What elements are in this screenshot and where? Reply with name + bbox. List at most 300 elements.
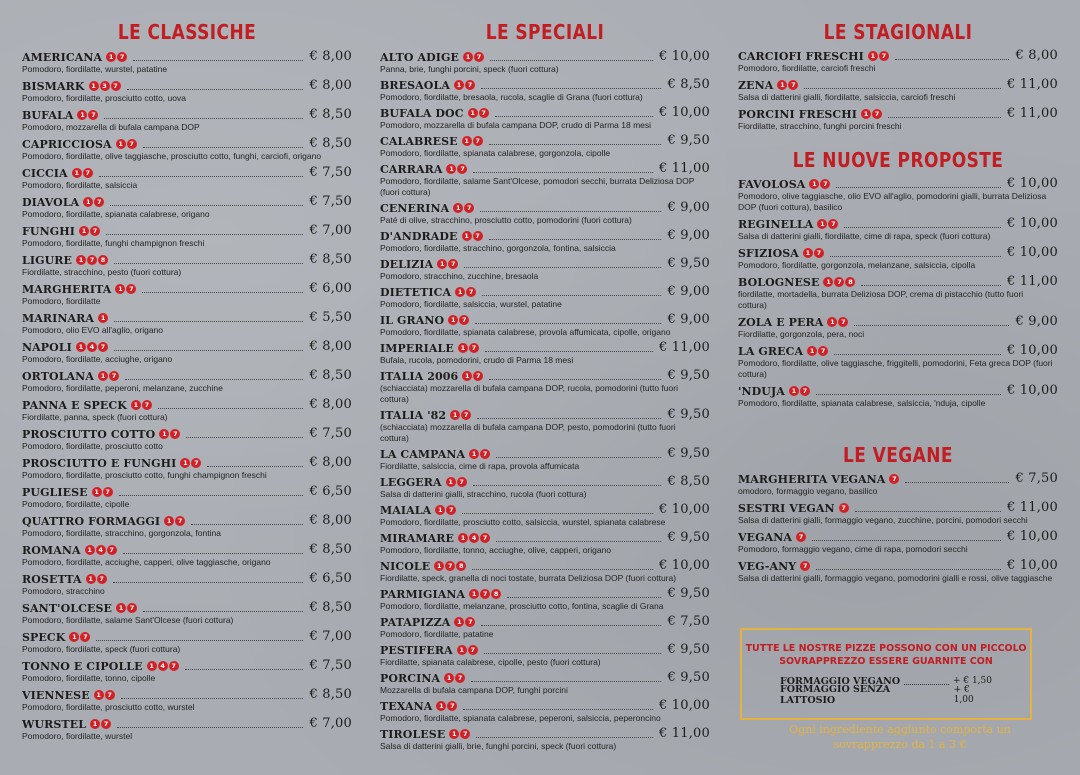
pizza-name: PESTIFERA — [380, 643, 453, 657]
pizza-description: Pomodoro, fiordilatte, prosciutto cotto — [22, 441, 163, 451]
pizza-name: NAPOLI — [22, 340, 72, 354]
allergen-badge: 1 — [450, 410, 460, 420]
menu-item — [22, 311, 352, 336]
pizza-price: € 8,50 — [309, 687, 352, 702]
allergen-badge: 1 — [789, 386, 799, 396]
allergen-badge: 1 — [444, 673, 454, 683]
pizza-name: CARRARA — [380, 162, 443, 176]
pizza-name: DIAVOLA — [22, 195, 80, 209]
allergen-badges — [435, 505, 456, 515]
allergen-badge: 1 — [448, 315, 458, 325]
allergen-badge: 7 — [127, 139, 137, 149]
pizza-description: Pomodoro, fiordilatte, prosciutto cotto, uova — [22, 93, 186, 103]
allergen-badges — [98, 313, 108, 323]
section-title: LE STAGIONALI — [823, 20, 973, 44]
allergen-badge: 7 — [839, 503, 849, 513]
pizza-price: € 7,00 — [309, 223, 352, 238]
allergen-badge: 1 — [458, 343, 468, 353]
allergen-badge: 1 — [437, 259, 447, 269]
menu-item-header — [380, 475, 710, 489]
allergen-badge: 1 — [436, 701, 446, 711]
menu-item — [22, 456, 352, 481]
allergen-badges — [72, 168, 93, 178]
pizza-description: Pomodoro, stracchino, zucchine, bresaola — [380, 271, 539, 281]
menu-item — [380, 257, 710, 282]
pizza-price: € 7,50 — [667, 614, 710, 629]
pizza-description: Pomodoro, fiordilatte, stracchino, gorgonzola, fontina — [22, 528, 221, 538]
menu-item — [380, 643, 710, 668]
menu-item-header — [380, 201, 710, 215]
footer-note: Ogni ingrediente aggiunto comporta un sovrapprezzo da 1 a 3 € — [789, 723, 1011, 751]
allergen-badge: 4 — [469, 533, 479, 543]
menu-item — [738, 559, 1058, 584]
allergen-badge: 8 — [456, 561, 466, 571]
menu-item-header — [738, 177, 1058, 191]
pizza-name: TIROLESE — [380, 727, 446, 741]
menu-item-header — [738, 472, 1058, 486]
allergen-badge: 7 — [175, 516, 185, 526]
menu-item-header — [380, 106, 710, 120]
allergen-badge: 7 — [191, 458, 201, 468]
pizza-description: Pomodoro, fiordilatte, prosciutto cotto, funghi champignon freschi — [22, 470, 267, 480]
pizza-price: € 11,00 — [1006, 274, 1058, 289]
pizza-description: Pomodoro, fiordilatte, patatine — [380, 629, 494, 639]
dot-leader — [489, 232, 662, 240]
allergen-badge: 7 — [814, 248, 824, 258]
dot-leader — [476, 730, 653, 738]
dot-leader — [462, 506, 653, 514]
pizza-name: ROMANA — [22, 543, 81, 557]
pizza-description: Pomodoro, olive taggiasche, olio EVO all'aglio, pomodorini gialli, burrata Deliziosa DOP (fuori cottura), basilico — [738, 191, 1047, 212]
dot-leader — [905, 475, 1009, 483]
dot-leader — [113, 575, 304, 583]
pizza-name: PORCINI FRESCHI — [738, 107, 857, 121]
menu-item-header — [380, 369, 710, 383]
pizza-description: Pomodoro, fiordilatte, tonno, acciughe, olive, capperi, origano — [380, 545, 612, 555]
allergen-badge: 1 — [83, 197, 93, 207]
allergen-badge: 7 — [473, 371, 483, 381]
pizza-name: TONNO E CIPOLLE — [22, 659, 143, 673]
allergen-badges — [131, 400, 152, 410]
allergen-badge: 7 — [473, 231, 483, 241]
menu-item-header — [22, 572, 352, 586]
allergen-badge: 7 — [105, 690, 115, 700]
menu-item — [738, 275, 1058, 311]
pizza-description: Salsa di datterini gialli, brie, funghi porcini, speck (fuori cottura) — [380, 741, 617, 751]
allergen-badges — [454, 80, 475, 90]
allergen-badge: 1 — [435, 505, 445, 515]
pizza-price: € 8,50 — [309, 136, 352, 151]
pizza-description: (schiacciata) mozzarella di bufala campana DOP, pesto, pomodorini (tutto fuori cottura) — [380, 422, 676, 443]
allergen-badges — [823, 277, 855, 287]
pizza-description: Pomodoro, mozzarella di bufala campana DOP — [22, 122, 200, 132]
allergen-badge: 4 — [87, 342, 97, 352]
allergen-badges — [69, 632, 90, 642]
allergen-badge: 7 — [480, 449, 490, 459]
menu-item — [738, 315, 1058, 340]
allergen-badge: 8 — [98, 255, 108, 265]
menu-item — [738, 384, 1058, 409]
menu-item — [22, 166, 352, 191]
allergen-badge: 7 — [820, 179, 830, 189]
allergen-badge: 7 — [474, 52, 484, 62]
allergen-badge: 7 — [83, 168, 93, 178]
pizza-description: Pomodoro, mozzarella di bufala campana DOP, crudo di Parma 18 mesi — [380, 120, 652, 130]
pizza-price: € 11,00 — [658, 161, 710, 176]
dot-leader — [888, 110, 1001, 118]
pizza-name: FAVOLOSA — [738, 177, 806, 191]
allergen-badge: 7 — [142, 400, 152, 410]
pizza-description: Fiordilatte, spianata calabrese, cipolle, pesto (fuori cottura) — [380, 657, 601, 667]
menu-item — [380, 531, 710, 556]
pizza-price: € 10,00 — [658, 502, 710, 517]
allergen-badge: 1 — [77, 110, 87, 120]
allergen-badges — [796, 532, 806, 542]
menu-item — [380, 201, 710, 226]
extra-label: FORMAGGIO SENZA LATTOSIO — [780, 684, 891, 706]
menu-item — [738, 246, 1058, 271]
allergen-badges — [444, 673, 465, 683]
allergen-badge: 7 — [466, 287, 476, 297]
dot-leader — [133, 53, 303, 61]
menu-item — [22, 485, 352, 510]
allergen-badges — [98, 371, 119, 381]
allergen-badge: 7 — [838, 317, 848, 327]
allergen-badges — [76, 255, 108, 265]
pizza-price: € 11,00 — [1006, 77, 1058, 92]
dot-leader — [114, 314, 303, 322]
allergen-badge: 7 — [170, 429, 180, 439]
pizza-name: MARINARA — [22, 311, 95, 325]
allergen-badge: 1 — [809, 179, 819, 189]
dot-leader — [125, 372, 303, 380]
menu-section — [738, 20, 1058, 136]
allergen-badges — [454, 617, 475, 627]
allergen-badge: 8 — [845, 277, 855, 287]
extras-note-title: TUTTE LE NOSTRE PIZZE POSSONO CON UN PICCOLO SOVRAPPREZZO ESSERE GUARNITE CON — [745, 643, 1027, 667]
allergen-badges — [446, 477, 467, 487]
menu-item — [380, 699, 710, 724]
pizza-price: € 8,00 — [309, 78, 352, 93]
menu-item-header — [380, 587, 710, 601]
menu-item-header — [380, 727, 710, 741]
pizza-description: Mozzarella di bufala campana DOP, funghi porcini — [380, 685, 568, 695]
pizza-description: Pomodoro, fiordilatte, acciughe, capperi, olive taggiasche, origano — [22, 557, 271, 567]
allergen-badge: 1 — [131, 400, 141, 410]
dot-leader — [142, 285, 303, 293]
dot-leader — [471, 674, 661, 682]
allergen-badge: 1 — [116, 603, 126, 613]
menu-item-header — [380, 229, 710, 243]
pizza-price: € 9,50 — [667, 530, 710, 545]
allergen-badge: 7 — [448, 259, 458, 269]
allergen-badge: 1 — [106, 52, 116, 62]
pizza-name: MAIALA — [380, 503, 432, 517]
dot-leader — [481, 81, 661, 89]
allergen-badges — [164, 516, 185, 526]
allergen-badges — [463, 52, 484, 62]
pizza-name: BUFALA DOC — [380, 106, 464, 120]
pizza-name: PATAPIZZA — [380, 615, 451, 629]
menu-item — [380, 559, 710, 584]
menu-item-header — [738, 107, 1058, 121]
allergen-badge: 7 — [107, 545, 117, 555]
pizza-description: Paté di olive, stracchino, prosciutto cotto, pomodorini (fuori cottura) — [380, 215, 632, 225]
pizza-price: € 8,50 — [309, 107, 352, 122]
pizza-name: SFIZIOSA — [738, 246, 799, 260]
allergen-badge: 1 — [147, 661, 157, 671]
allergen-badge: 7 — [87, 255, 97, 265]
pizza-price: € 7,00 — [309, 629, 352, 644]
dot-leader — [186, 430, 303, 438]
allergen-badge: 1 — [454, 80, 464, 90]
pizza-price: € 10,00 — [658, 105, 710, 120]
pizza-description: Pomodoro, fiordilatte, tonno, cipolle — [22, 673, 156, 683]
pizza-description: Salsa di datterini gialli, stracchino, rucola (fuori cottura) — [380, 489, 587, 499]
pizza-name: MIRAMARE — [380, 531, 455, 545]
allergen-badge: 7 — [834, 277, 844, 287]
allergen-badge: 1 — [69, 632, 79, 642]
dot-leader — [495, 109, 653, 117]
pizza-price: € 8,00 — [1015, 48, 1058, 63]
dot-leader — [143, 140, 304, 148]
menu-item-header — [22, 108, 352, 122]
pizza-description: Pomodoro, formaggio vegano, cime di rapa, pomodori secchi — [738, 544, 968, 554]
pizza-description: Fiordilatte, speck, granella di noci tostate, burrata Deliziosa DOP (fuori cottura) — [380, 573, 677, 583]
menu-item — [22, 543, 352, 568]
allergen-badge: 7 — [800, 386, 810, 396]
menu-item — [738, 107, 1058, 132]
pizza-name: BRESAOLA — [380, 78, 450, 92]
pizza-price: € 9,50 — [667, 670, 710, 685]
pizza-description: Pomodoro, fiordilatte, olive taggiasche, friggitelli, pomodorini, Feta greca DOP (fuori cottura) — [738, 358, 1053, 379]
pizza-price: € 8,00 — [309, 513, 352, 528]
pizza-name: D'ANDRADE — [380, 229, 458, 243]
allergen-badge: 1 — [861, 109, 871, 119]
dot-leader — [464, 260, 661, 268]
pizza-price: € 7,50 — [309, 426, 352, 441]
pizza-price: € 10,00 — [1006, 529, 1058, 544]
menu-item-header — [738, 49, 1058, 63]
pizza-description: Pomodoro, fiordilatte — [22, 296, 101, 306]
pizza-description: Pomodoro, fiordilatte, gorgonzola, melanzane, salsiccia, cipolla — [738, 260, 976, 270]
pizza-name: BOLOGNESE — [738, 275, 820, 289]
menu-section — [738, 148, 1058, 413]
allergen-badge: 7 — [788, 80, 798, 90]
dot-leader — [496, 450, 661, 458]
dot-leader — [119, 488, 304, 496]
pizza-name: ORTOLANA — [22, 369, 94, 383]
pizza-description: Pomodoro, fiordilatte, salame Sant'Olcese, pomodori secchi, burrata Deliziosa DOP (fuori cottura) — [380, 176, 695, 197]
pizza-price: € 9,00 — [667, 228, 710, 243]
pizza-description: Pomodoro, fiordilatte, salsiccia — [22, 180, 138, 190]
dot-leader — [121, 691, 304, 699]
pizza-name: LA GRECA — [738, 344, 804, 358]
pizza-name: BUFALA — [22, 108, 74, 122]
allergen-badge: 1 — [462, 371, 472, 381]
menu-item-header — [738, 217, 1058, 231]
pizza-description: Pomodoro, fiordilatte, bresaola, rucola, scaglie di Grana (fuori cottura) — [380, 92, 643, 102]
menu-item-header — [738, 315, 1058, 329]
allergen-badge: 1 — [72, 168, 82, 178]
pizza-price: € 8,50 — [309, 600, 352, 615]
allergen-badge: 7 — [109, 371, 119, 381]
pizza-price: € 8,50 — [309, 542, 352, 557]
allergen-badge: 7 — [97, 574, 107, 584]
allergen-badge: 1 — [434, 561, 444, 571]
allergen-badge: 1 — [462, 136, 472, 146]
dot-leader — [106, 227, 303, 235]
extra-price: + € 1,50 — [952, 676, 992, 686]
dot-leader — [485, 344, 653, 352]
allergen-badge: 1 — [164, 516, 174, 526]
allergen-badges — [458, 533, 490, 543]
allergen-badges — [116, 139, 137, 149]
pizza-price: € 7,00 — [309, 716, 352, 731]
menu-item — [380, 106, 710, 131]
allergen-badge: 1 — [94, 690, 104, 700]
menu-item — [738, 344, 1058, 380]
pizza-name: ITALIA '82 — [380, 408, 447, 422]
allergen-badges — [448, 315, 469, 325]
menu-item — [380, 134, 710, 159]
pizza-description: Pomodoro, fiordilatte, acciughe, origano — [22, 354, 173, 364]
menu-item-header — [22, 427, 352, 441]
menu-item-header — [22, 50, 352, 64]
pizza-price: € 10,00 — [658, 698, 710, 713]
allergen-badges — [453, 203, 474, 213]
allergen-badge: 1 — [453, 203, 463, 213]
allergen-badge: 7 — [446, 505, 456, 515]
allergen-badge: 7 — [872, 109, 882, 119]
pizza-price: € 9,50 — [667, 407, 710, 422]
menu-item-header — [738, 78, 1058, 92]
allergen-badge: 7 — [80, 632, 90, 642]
pizza-description: (schiacciata) mozzarella di bufala campana DOP, rucola, pomodorini (tutto fuori cottura) — [380, 383, 678, 404]
menu-item — [738, 530, 1058, 555]
menu-item-header — [22, 224, 352, 238]
allergen-badge: 7 — [127, 603, 137, 613]
menu-item-header — [380, 531, 710, 545]
menu-item — [22, 224, 352, 249]
dot-leader — [96, 633, 303, 641]
menu-item-header — [380, 162, 710, 176]
menu-item — [22, 79, 352, 104]
dot-leader — [123, 546, 304, 554]
pizza-name: IMPERIALE — [380, 341, 454, 355]
allergen-badges — [800, 561, 810, 571]
pizza-price: € 9,00 — [667, 284, 710, 299]
allergen-badge: 7 — [461, 410, 471, 420]
section-title: LE CLASSICHE — [117, 20, 257, 44]
pizza-description: Fiordilatte, stracchino, funghi porcini freschi — [738, 121, 902, 131]
allergen-badges — [839, 503, 849, 513]
menu-item-header — [380, 408, 710, 422]
pizza-description: Pomodoro, stracchino — [22, 586, 105, 596]
pizza-description: Pomodoro, fiordilatte, speck (fuori cottura) — [22, 644, 181, 654]
menu-item — [738, 177, 1058, 213]
allergen-badges — [469, 449, 490, 459]
menu-item-header — [380, 313, 710, 327]
allergen-badge: 7 — [469, 343, 479, 353]
pizza-name: SPECK — [22, 630, 66, 644]
allergen-badges — [446, 164, 467, 174]
pizza-price: € 9,50 — [667, 368, 710, 383]
menu-item-header — [22, 659, 352, 673]
pizza-description: Fiordilatte, gorgonzola, pera, noci — [738, 329, 865, 339]
allergen-badges — [94, 690, 115, 700]
menu-item-header — [738, 530, 1058, 544]
pizza-name: CENERINA — [380, 201, 450, 215]
allergen-badge: 1 — [98, 371, 108, 381]
menu-item-header — [380, 78, 710, 92]
pizza-price: € 11,00 — [1006, 106, 1058, 121]
pizza-name: WURSTEL — [22, 717, 87, 731]
pizza-name: CARCIOFI FRESCHI — [738, 49, 864, 63]
allergen-badge: 7 — [169, 661, 179, 671]
pizza-description: Pomodoro, fiordilatte, melanzane, prosciutto cotto, fontina, scaglie di Grana — [380, 601, 664, 611]
allergen-badges — [449, 729, 470, 739]
allergen-badge: 1 — [463, 52, 473, 62]
pizza-name: REGINELLA — [738, 217, 814, 231]
allergen-badges — [86, 574, 107, 584]
pizza-description: Salsa di datterini gialli, fiordilatte, salsiccia, carciofi freschi — [738, 92, 956, 102]
pizza-price: € 10,00 — [1006, 558, 1058, 573]
dot-leader — [475, 316, 661, 324]
pizza-name: DELIZIA — [380, 257, 434, 271]
pizza-price: € 9,00 — [667, 200, 710, 215]
allergen-badges — [803, 248, 824, 258]
dot-leader — [482, 288, 661, 296]
pizza-name: ROSETTA — [22, 572, 82, 586]
pizza-price: € 7,50 — [309, 194, 352, 209]
allergen-badge: 7 — [464, 203, 474, 213]
menu-item-header — [380, 559, 710, 573]
allergen-badge: 1 — [79, 226, 89, 236]
allergen-badges — [462, 371, 483, 381]
allergen-badge: 1 — [89, 81, 99, 91]
menu-item — [738, 501, 1058, 526]
menu-item-header — [380, 341, 710, 355]
pizza-price: € 6,00 — [309, 281, 352, 296]
menu-item — [22, 514, 352, 539]
pizza-description: fiordilatte, mortadella, burrata Deliziosa DOP, crema di pistacchio (tutto fuori cottura) — [738, 289, 1024, 310]
dot-leader — [127, 82, 304, 90]
dot-leader — [207, 459, 303, 467]
menu-item — [22, 195, 352, 220]
pizza-price: € 5,50 — [309, 310, 352, 325]
menu-item-header — [22, 311, 352, 325]
allergen-badges — [147, 661, 179, 671]
menu-item — [380, 285, 710, 310]
menu-item-header — [22, 543, 352, 557]
dot-leader — [861, 278, 1001, 286]
menu-item — [738, 78, 1058, 103]
pizza-name: SESTRI VEGAN — [738, 501, 835, 515]
menu-item — [22, 108, 352, 133]
menu-item — [738, 472, 1058, 497]
pizza-name: PARMIGIANA — [380, 587, 466, 601]
allergen-badge: 1 — [827, 317, 837, 327]
menu-item — [380, 341, 710, 366]
allergen-badge: 4 — [158, 661, 168, 671]
menu-item-header — [22, 601, 352, 615]
menu-section — [738, 443, 1058, 588]
dot-leader — [117, 720, 303, 728]
pizza-name: VEGANA — [738, 530, 793, 544]
menu-item — [22, 601, 352, 626]
allergen-badge: 1 — [468, 108, 478, 118]
